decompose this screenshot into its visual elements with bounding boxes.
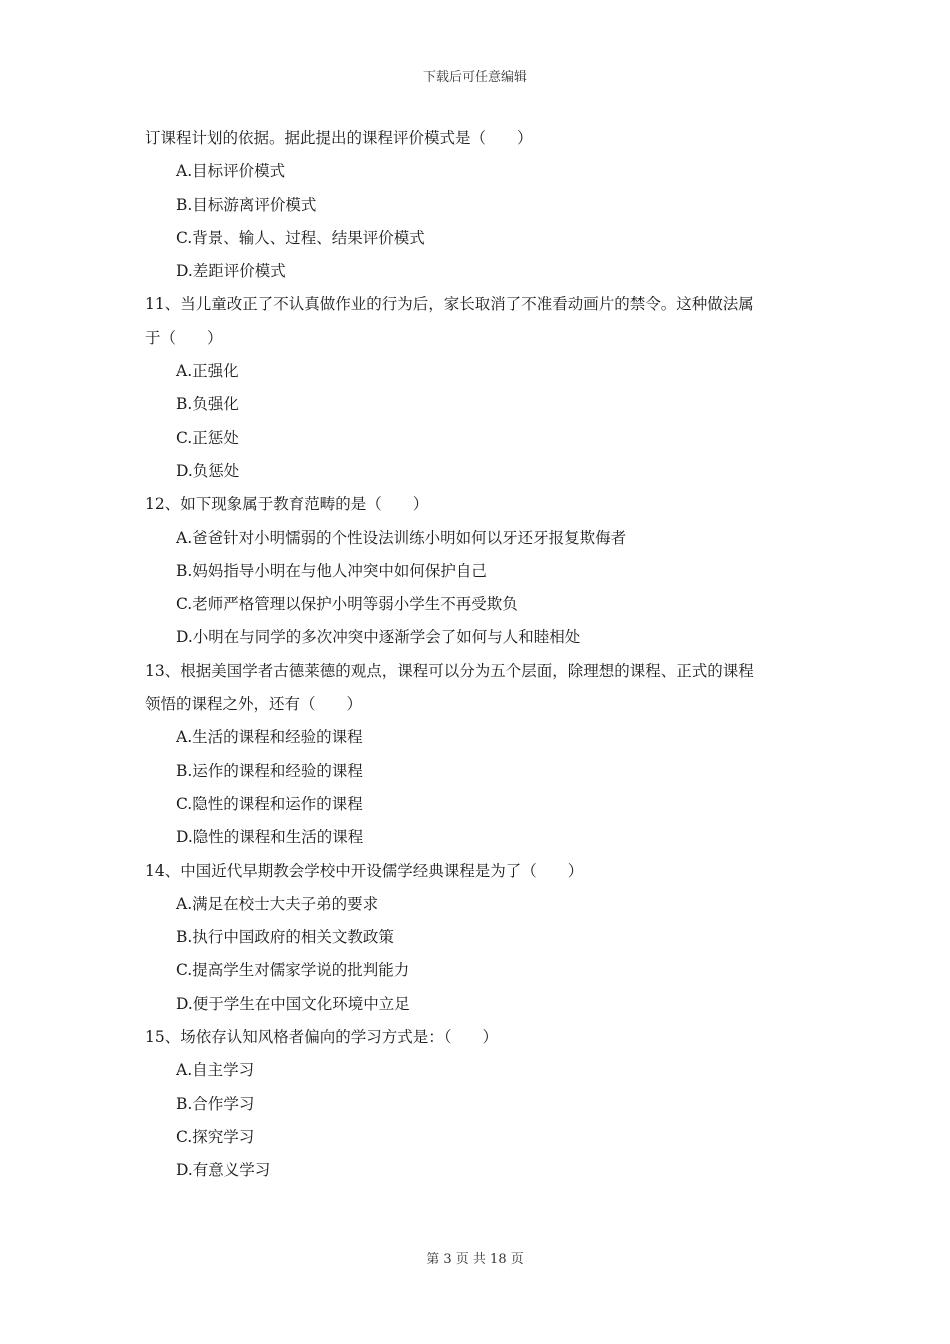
- q12-stem: 12、如下现象属于教育范畴的是（ ）: [145, 495, 429, 514]
- q13-option-a: A.生活的课程和经验的课程: [176, 728, 363, 747]
- continuation-line: 订课程计划的依据。据此提出的课程评价模式是（ ）: [145, 129, 533, 147]
- q11-stem-line-1: 11、当儿童改正了不认真做作业的行为后，家长取消了不准看动画片的禁令。这种做法属: [145, 295, 754, 314]
- page-header: 下载后可任意编辑: [422, 70, 527, 85]
- page-footer: 第 3 页 共 18 页: [426, 1252, 524, 1267]
- q15-option-a: A.自主学习: [176, 1061, 255, 1080]
- q12-option-a: A.爸爸针对小明懦弱的个性设法训练小明如何以牙还牙报复欺侮者: [176, 528, 627, 547]
- q11-option-c: C.正惩处: [176, 428, 239, 447]
- q13-option-d: D.隐性的课程和生活的课程: [176, 828, 364, 847]
- q13-stem-line-1: 13、根据美国学者古德莱德的观点，课程可以分为五个层面，除理想的课程、正式的课程: [145, 661, 754, 680]
- q14-option-a: A.满足在校士大夫子弟的要求: [176, 894, 379, 913]
- q13-stem-line-2: 领悟的课程之外，还有（ ）: [145, 695, 363, 714]
- q15-stem: 15、场依存认知风格者偏向的学习方式是：（ ）: [145, 1028, 498, 1047]
- q10-option-a: A.目标评价模式: [176, 162, 286, 181]
- q15-option-b: B.合作学习: [176, 1094, 255, 1113]
- q11-option-b: B.负强化: [176, 395, 239, 414]
- q12-option-d: D.小明在与同学的多次冲突中逐渐学会了如何与人和睦相处: [176, 628, 581, 647]
- q11-stem-line-2: 于（ ）: [145, 328, 223, 347]
- q15-option-d: D.有意义学习: [176, 1161, 271, 1180]
- q14-option-c: C.提高学生对儒家学说的批判能力: [176, 961, 410, 980]
- q10-option-b: B.目标游离评价模式: [176, 195, 317, 214]
- document-body: [145, 122, 825, 1188]
- q14-option-b: B.执行中国政府的相关文教政策: [176, 928, 394, 947]
- q11-option-d: D.负惩处: [176, 461, 240, 480]
- q13-option-c: C.隐性的课程和运作的课程: [176, 794, 363, 813]
- q11-option-a: A.正强化: [176, 362, 239, 381]
- q12-option-b: B.妈妈指导小明在与他人冲突中如何保护自己: [176, 561, 487, 580]
- q14-stem: 14、中国近代早期教会学校中开设儒学经典课程是为了（ ）: [145, 861, 584, 880]
- q10-option-c: C.背景、输人、过程、结果评价模式: [176, 228, 425, 247]
- q14-option-d: D.便于学生在中国文化环境中立足: [176, 994, 410, 1013]
- q10-option-d: D.差距评价模式: [176, 262, 286, 281]
- q13-option-b: B.运作的课程和经验的课程: [176, 761, 363, 780]
- q12-option-c: C.老师严格管理以保护小明等弱小学生不再受欺负: [176, 595, 518, 614]
- q15-option-c: C.探究学习: [176, 1127, 255, 1146]
